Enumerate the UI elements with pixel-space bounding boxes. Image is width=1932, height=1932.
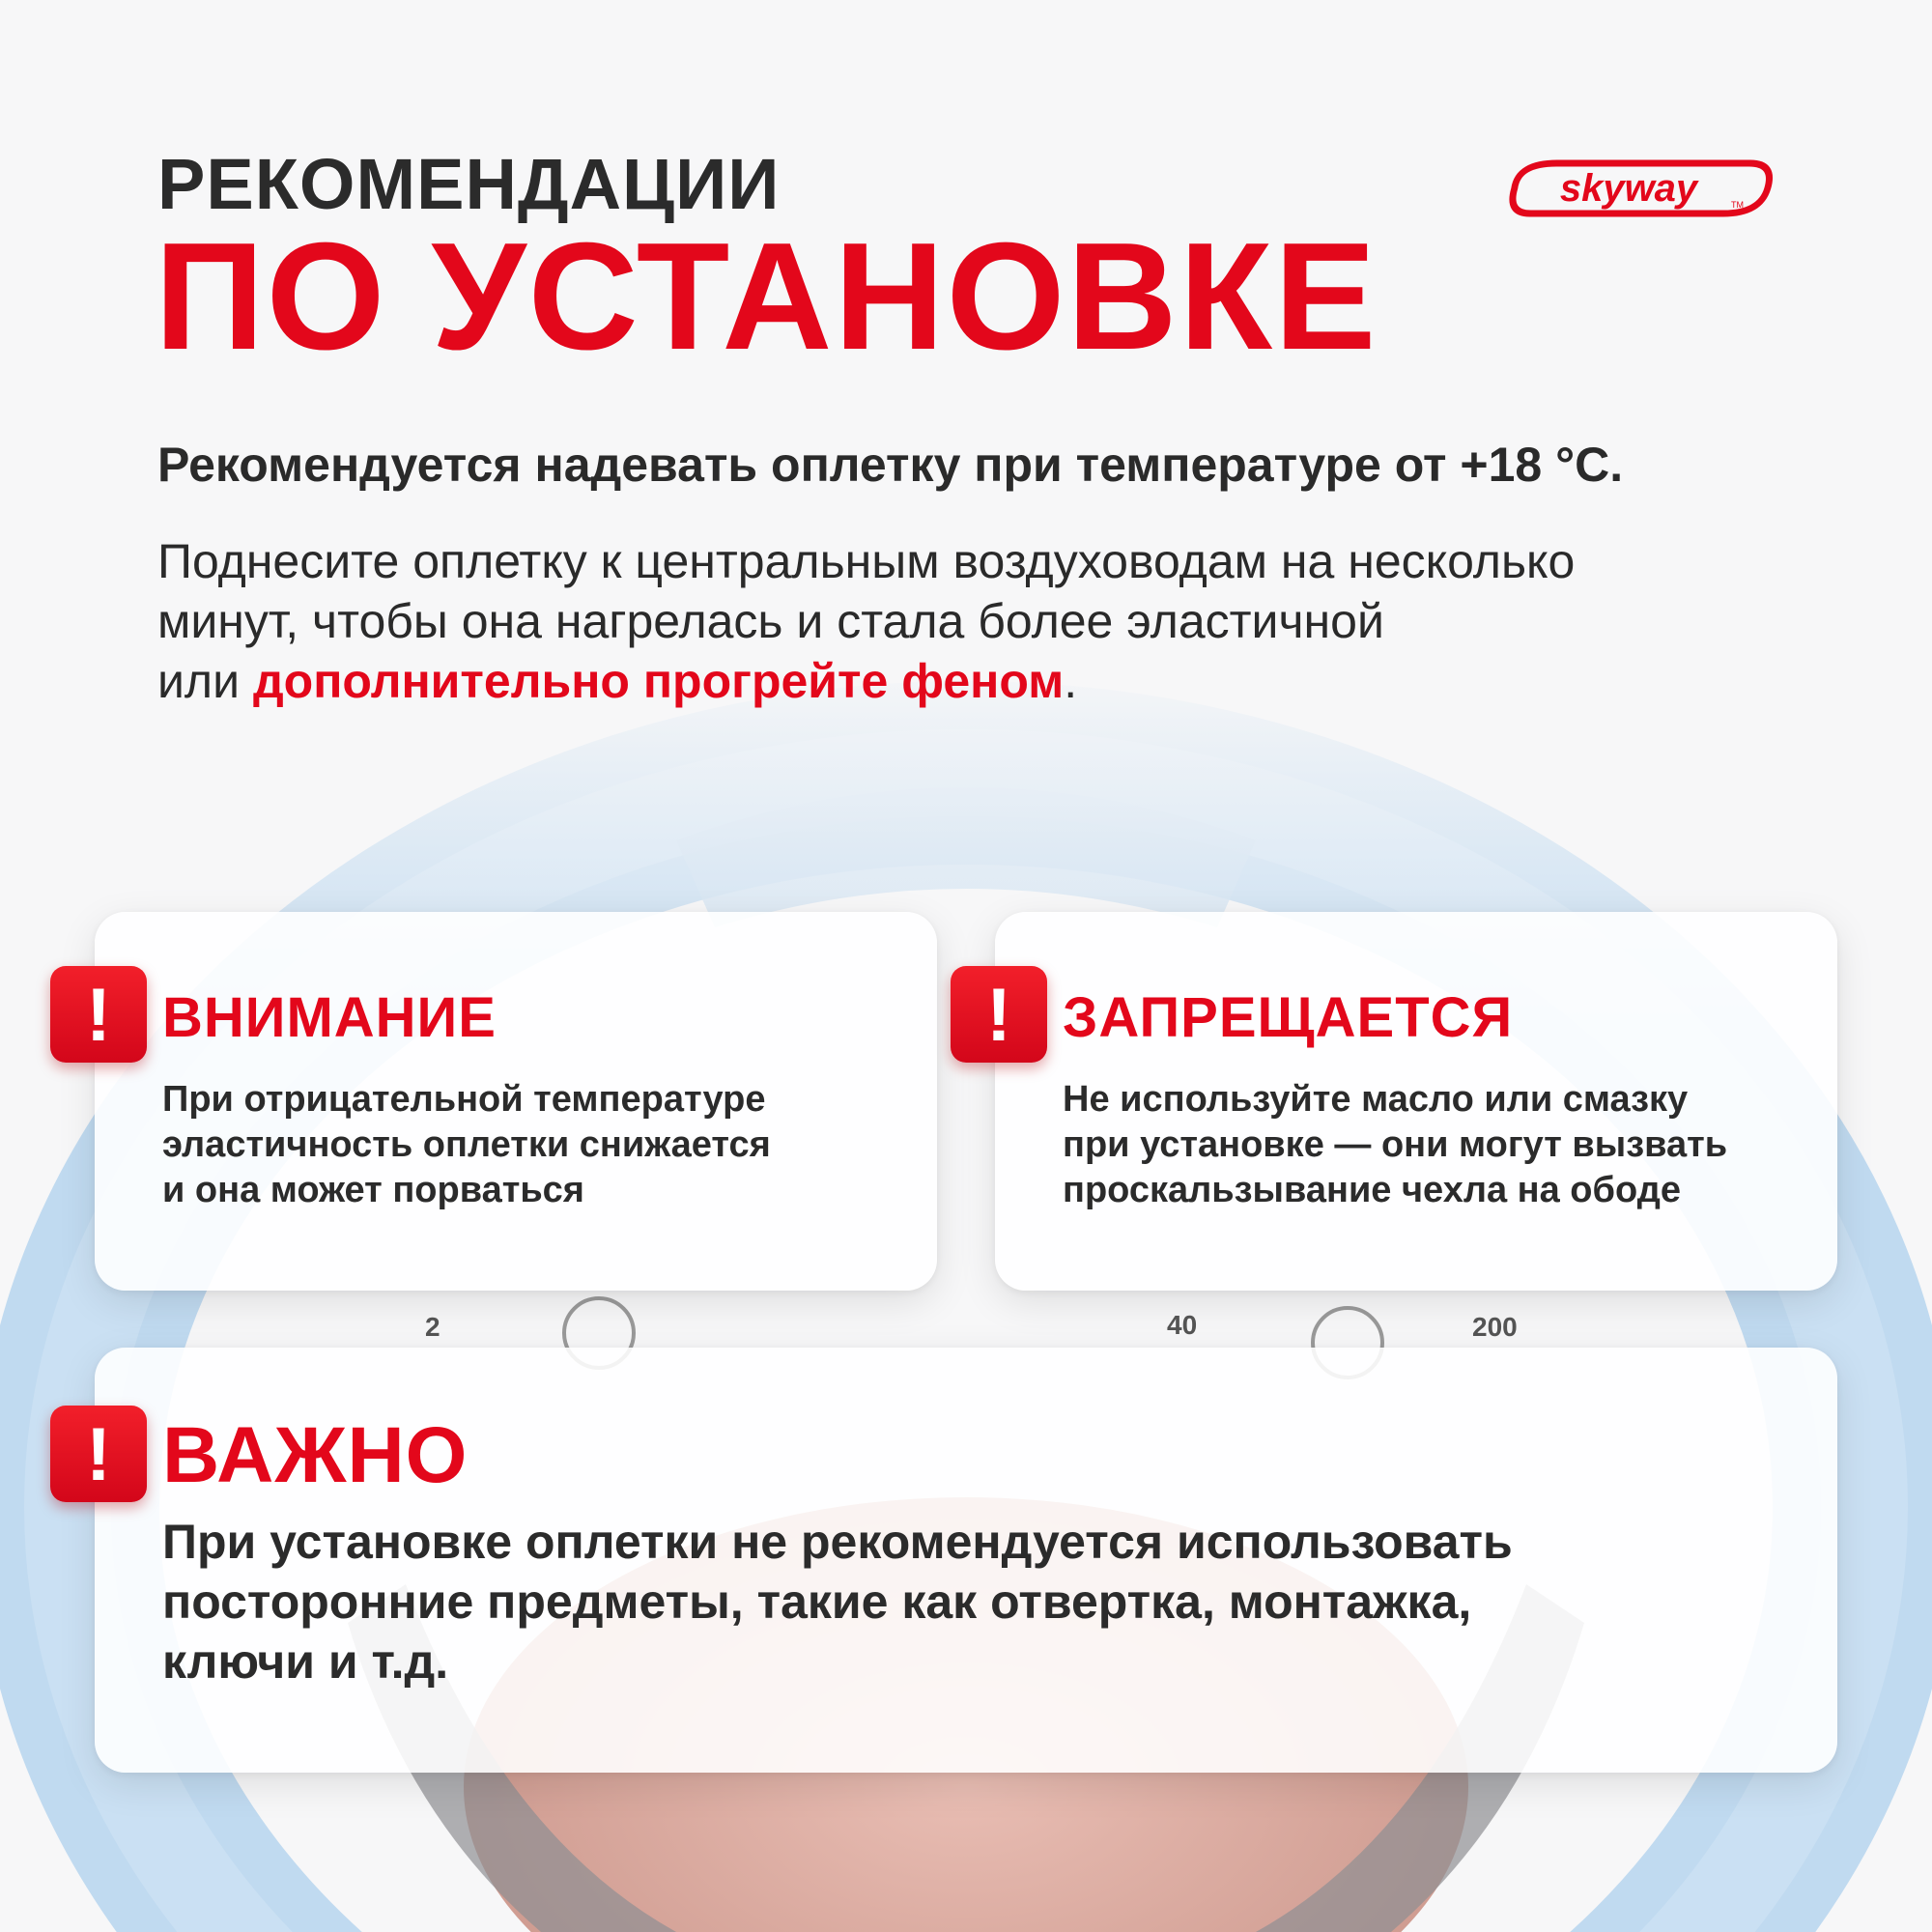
important-line-3: ключи и т.д. [162,1634,449,1689]
forbidden-line-3: проскальзывание чехла на ободе [1063,1170,1681,1210]
important-title: ВАЖНО [162,1411,469,1499]
attention-line-1: При отрицательной температуре [162,1079,766,1120]
skyway-logo [1493,159,1774,217]
attention-line-3: и она может порваться [162,1170,584,1210]
temperature-recommendation: Рекомендуется надевать оплетку при температуре от +18 °C. [157,438,1624,492]
para-line-3-start: или [157,654,253,708]
para-line-1: Поднесите оплетку к центральным воздуховодам на несколько [157,534,1576,588]
logo-text: skyway [1559,167,1698,210]
forbidden-title: ЗАПРЕЩАЕТСЯ [1063,986,1514,1049]
attention-title: ВНИМАНИЕ [162,986,497,1049]
important-line-1: При установке оплетки не рекомендуется использовать [162,1515,1513,1569]
important-text [162,1512,1513,1691]
forbidden-line-1: Не используйте масло или смазку [1063,1079,1689,1120]
title-top: РЕКОМЕНДАЦИИ [157,144,781,224]
gauge-label-40: 40 [1167,1310,1198,1340]
para-highlight: дополнительно прогрейте феном [252,654,1065,708]
attention-line-2: эластичность оплетки снижается [162,1124,771,1165]
para-line-2: минут, чтобы она нагрелась и стала более эластичной [157,594,1384,648]
exclamation-icon: ! [50,1406,147,1502]
exclamation-icon: ! [951,966,1047,1063]
para-line-3 [157,651,1819,711]
para-end: . [1064,654,1078,708]
exclamation-icon: ! [50,966,147,1063]
gauge-label-2: 2 [425,1312,440,1342]
page-title: ПО УСТАНОВКЕ [155,212,1378,382]
forbidden-text [1063,1077,1727,1213]
important-line-2: посторонние предметы, такие как отвертка, монтажка, [162,1575,1472,1629]
warming-instructions [157,531,1819,711]
gauge-label-200: 200 [1472,1312,1518,1342]
attention-text [162,1077,771,1213]
forbidden-line-2: при установке — они могут вызвать [1063,1124,1728,1165]
logo-tm: TM [1731,200,1744,210]
